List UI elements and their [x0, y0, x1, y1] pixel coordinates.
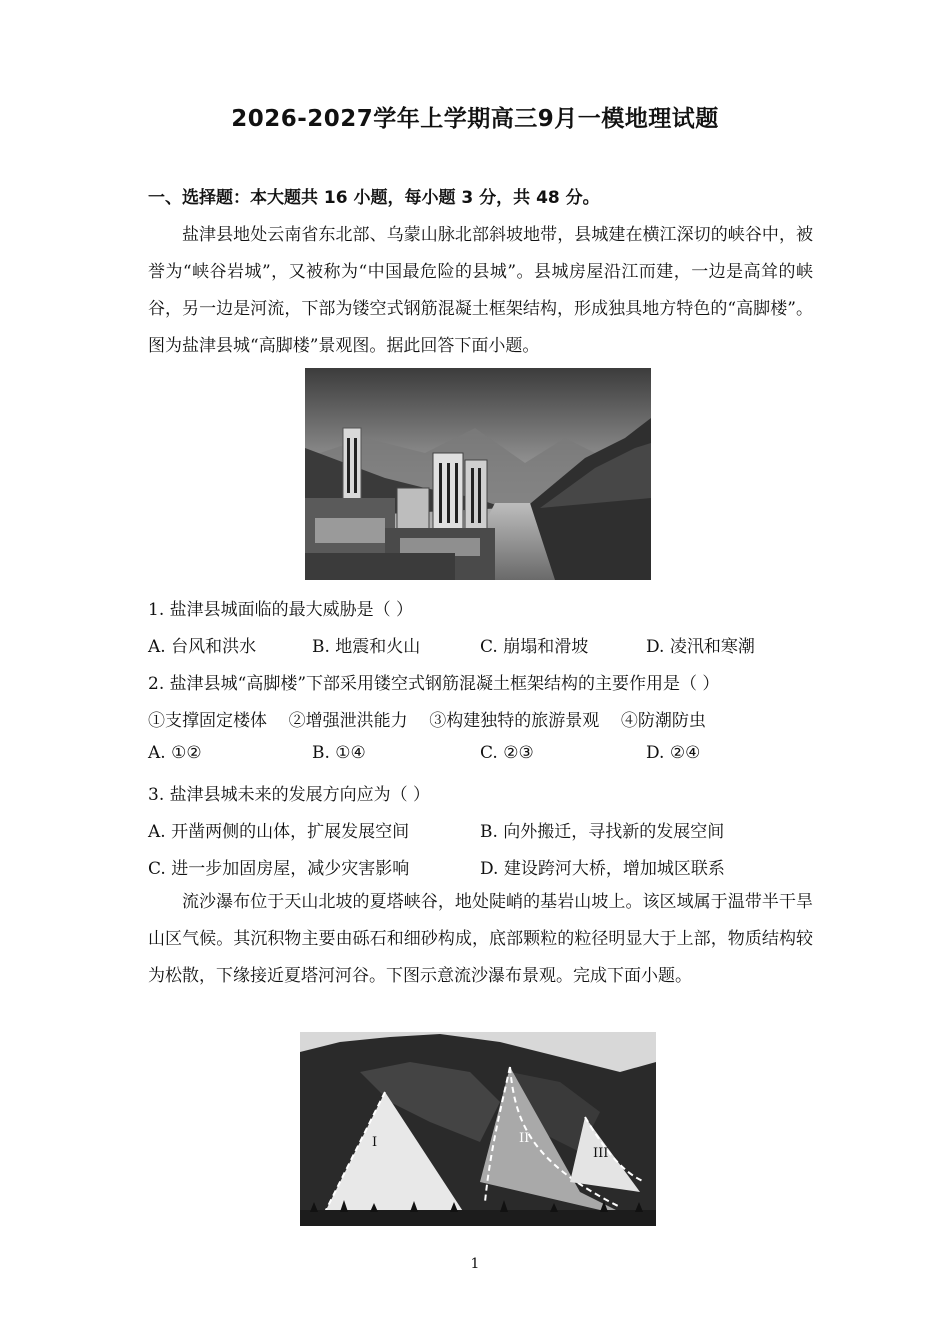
sand-waterfall-photo [300, 1032, 656, 1226]
q2-stem: 2. 盐津县城“高脚楼”下部采用镂空式钢筋混凝土框架结构的主要作用是（ ） [148, 674, 720, 694]
q2-option-c: C. ②③ [480, 743, 534, 763]
q1-option-a: A. 台风和洪水 [148, 637, 257, 657]
q3-option-b: B. 向外搬迁，寻找新的发展空间 [480, 822, 725, 842]
q3-option-d: D. 建设跨河大桥，增加城区联系 [480, 859, 725, 879]
q2-option-b: B. ①④ [312, 743, 366, 763]
yanjin-county-photo [305, 368, 651, 580]
fan-label-2: II [519, 1131, 530, 1146]
q2-statements: ①支撑固定楼体 ②增强泄洪能力 ③构建独特的旅游景观 ④防潮防虫 [148, 711, 706, 731]
q2-option-a: A. ①② [148, 743, 202, 763]
q1-option-c: C. 崩塌和滑坡 [480, 637, 589, 657]
q2-option-d: D. ②④ [646, 743, 701, 763]
section-heading: 一、选择题：本大题共 16 小题，每小题 3 分，共 48 分。 [148, 188, 600, 208]
passage-sand-waterfall: 流沙瀑布位于天山北坡的夏塔峡谷，地处陡峭的基岩山坡上。该区域属于温带半干旱山区气候。其沉积物主要由砾石和细砂构成，底部颗粒的粒径明显大于上部，物质结构较为松散，下缘接近夏塔河河谷。下图示意流沙瀑布景观。完成下面小题。 [148, 892, 813, 986]
q1-stem: 1. 盐津县城面临的最大威胁是（ ） [148, 600, 414, 620]
page-title: 2026-2027学年上学期高三9月一模地理试题 [231, 106, 719, 132]
fan-label-3: III [593, 1146, 609, 1161]
q3-option-c: C. 进一步加固房屋，减少灾害影响 [148, 859, 410, 879]
page-number: 1 [470, 1256, 480, 1272]
passage-yanjin: 盐津县地处云南省东北部、乌蒙山脉北部斜坡地带，县城建在横江深切的峡谷中，被誉为“峡谷岩城”，又被称为“中国最危险的县城”。县城房屋沿江而建，一边是高耸的峡谷，另一边是河流，下部为镂空式钢筋混凝土框架结构，形成独具地方特色的“高脚楼”。图为盐津县城“高脚楼”景观图。据此回答下面小题。 [148, 225, 813, 356]
fan-label-1: I [372, 1135, 378, 1150]
q1-option-b: B. 地震和火山 [312, 637, 421, 657]
q3-option-a: A. 开凿两侧的山体，扩展发展空间 [148, 822, 410, 842]
q1-option-d: D. 凌汛和寒潮 [646, 637, 755, 657]
q3-stem: 3. 盐津县城未来的发展方向应为（ ） [148, 785, 431, 805]
